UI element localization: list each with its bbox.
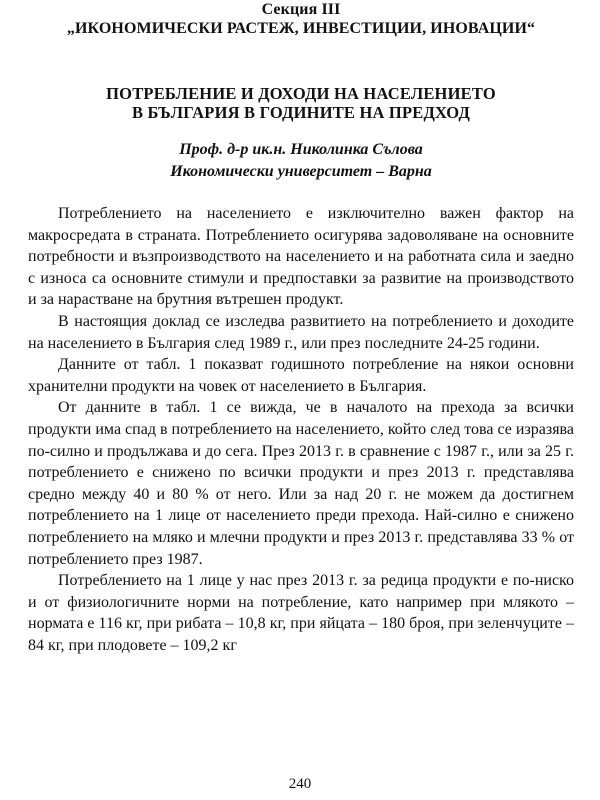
section-heading	[28, 0, 574, 38]
paper-title-line-2: В БЪЛГАРИЯ В ГОДИНИТЕ НА ПРЕДХОД	[131, 103, 471, 122]
paper-title-line-1: ПОТРЕБЛЕНИЕ И ДОХОДИ НА НАСЕЛЕНИЕТО	[106, 84, 496, 103]
author-name: Проф. д-р ик.н. Николинка Сълова	[179, 141, 423, 158]
author-block	[28, 139, 574, 183]
paper-title	[28, 84, 574, 122]
paragraph: Данните от табл. 1 показват годишното потребление на някои основни хранителни продукти на човек от населението в България.	[28, 356, 574, 395]
body-text	[28, 203, 574, 656]
section-title: „ИКОНОМИЧЕСКИ РАСТЕЖ, ИНВЕСТИЦИИ, ИНОВАЦИИ“	[66, 20, 536, 37]
paragraph: От данните в табл. 1 се вижда, че в началото на прехода за всички продукти има спад в потреблението на населението, който след това се изразява по-силно и продължава и до сега. През 2013 г. в сравнение с 1987 г., или за 25 г. потреблението е снижено по всички продукти и през 2013 г. представлява средно между 40 и 80 % от него. Или за над 20 г. не можем да достигнем потреблението на 1 лице от населението преди прехода. Най-силно е снижено потреблението на мляко и млечни продукти и през 2013 г. представлява 33 % от потреблението през 1987.	[28, 399, 574, 568]
paragraph: В настоящия доклад се изследва развитието на потреблението и доходите на населението в България след 1989 г., или през последните 24-25 години.	[28, 312, 574, 352]
section-number: Секция III	[261, 1, 341, 18]
author-affiliation: Икономически университет – Варна	[170, 163, 432, 180]
page-number: 240	[288, 776, 312, 792]
paragraph: Потреблението на населението е изключително важен фактор на макросредата в страната. Потреблението осигурява задоволяване на основните потребности и възпроизводството на населението и на работната сила и заедно с износа са основните стимули и предпоставки за развитие на производството и за нарастване на брутния вътрешен продукт.	[28, 205, 574, 309]
paragraph: Потреблението на 1 лице у нас през 2013 г. за редица продукти е по-ниско и от физиологичните норми на потребление, като например при млякото – нормата е 116 кг, при рибата – 10,8 кг, при яйцата – 180 броя, при зеленчуците – 84 кг, при плодовете – 109,2 кг	[28, 572, 574, 654]
